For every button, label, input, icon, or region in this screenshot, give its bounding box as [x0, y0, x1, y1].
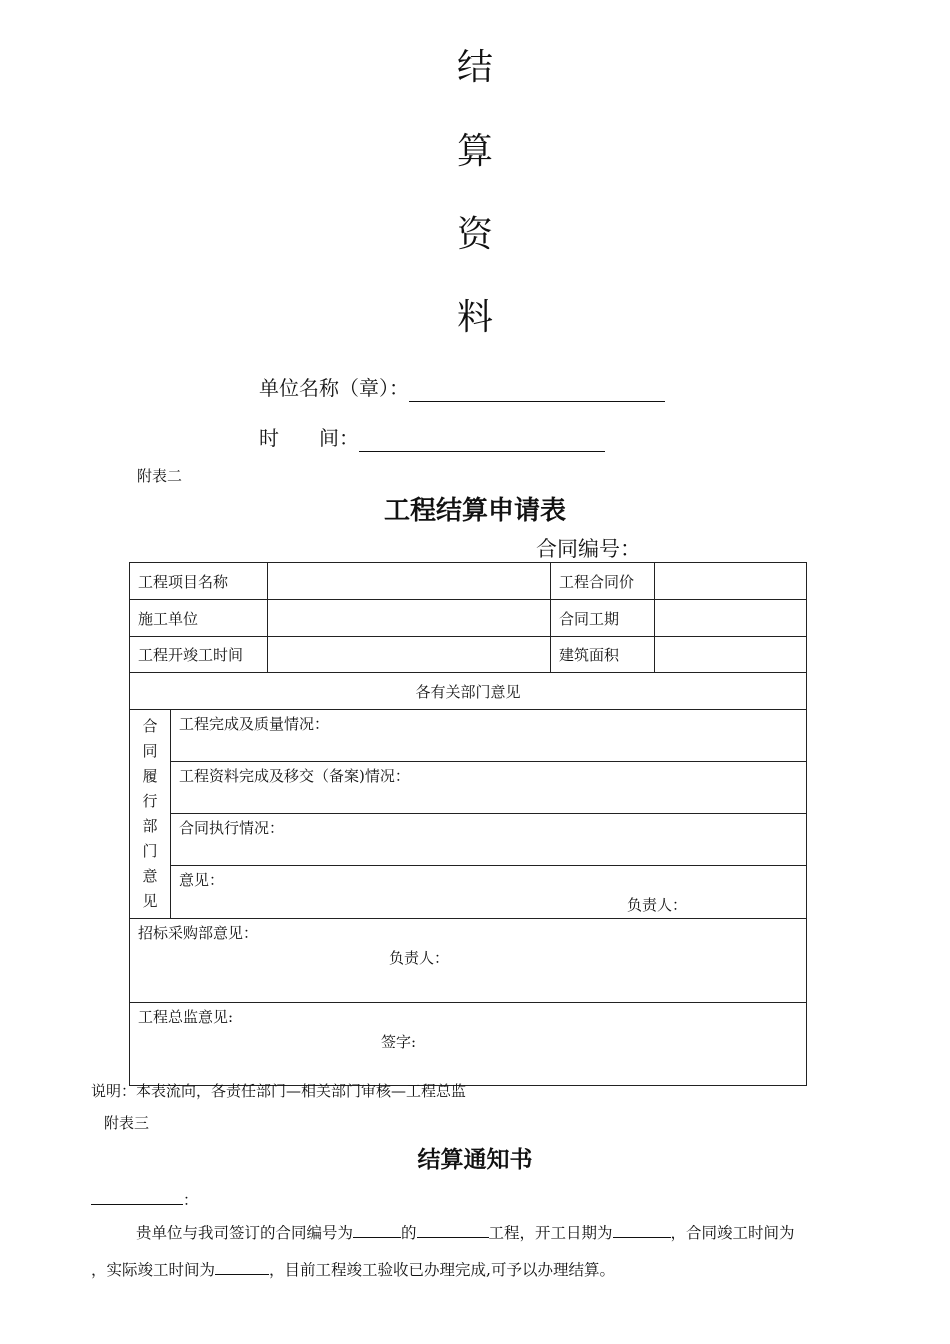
- table-row: [130, 919, 807, 1003]
- project-name-field[interactable]: [268, 563, 551, 600]
- contract-dept-opinion-field[interactable]: [171, 866, 807, 919]
- procurement-opinion-label: 招标采购部意见：: [138, 924, 259, 942]
- table-row: [130, 600, 807, 637]
- addressee-blank[interactable]: [91, 1188, 183, 1205]
- notice-text: ，实际竣工时间为: [91, 1261, 216, 1279]
- contract-price-field[interactable]: [655, 563, 807, 600]
- documents-status-field[interactable]: [171, 761, 807, 814]
- settlement-application-table: [129, 562, 807, 1086]
- supervisor-opinion-label: 工程总监意见:: [138, 1008, 234, 1026]
- table-row: [130, 673, 807, 710]
- supervisor-sign-label: 签字:: [381, 1033, 417, 1051]
- contract-dept-opinion-label: 意见：: [179, 871, 225, 890]
- dept-opinions-header: 各有关部门意见: [130, 673, 807, 710]
- procurement-opinion-field[interactable]: [130, 919, 807, 1003]
- vertical-char: 行: [142, 792, 158, 810]
- time-blank[interactable]: [359, 431, 605, 452]
- unit-name-label: 单位名称（章）：: [259, 376, 409, 400]
- building-area-field[interactable]: [655, 637, 807, 673]
- vertical-char: 部: [142, 817, 158, 835]
- supervisor-opinion-field[interactable]: [130, 1003, 807, 1086]
- vertical-char: 合: [142, 717, 158, 735]
- quality-status-label: 工程完成及质量情况：: [179, 715, 330, 733]
- contract-dept-responsible-label: 负责人：: [627, 896, 688, 915]
- notice-text: 贵单位与我司签订的合同编号为: [136, 1224, 354, 1242]
- application-form-title: 工程结算申请表: [383, 496, 566, 526]
- table-row: [130, 710, 807, 762]
- appendix-3-label: 附表三: [104, 1114, 150, 1132]
- quality-status-field[interactable]: [171, 710, 807, 762]
- vertical-char: 见: [142, 892, 158, 910]
- cover-title-char-3: 资: [456, 214, 493, 255]
- execution-status-label: 合同执行情况：: [179, 819, 285, 838]
- notice-text: ，合同竣工时间为: [670, 1224, 795, 1242]
- notice-paragraph-line-2: [91, 1258, 615, 1280]
- table-row: [130, 814, 807, 866]
- contract-period-label: 合同工期: [551, 600, 655, 637]
- contract-dept-vertical-label: [130, 710, 171, 919]
- construction-unit-label: 施工单位: [130, 600, 268, 637]
- table-row: [130, 563, 807, 600]
- project-name-blank[interactable]: [417, 1221, 489, 1238]
- time-line: [259, 424, 605, 452]
- table-row: [130, 761, 807, 814]
- table-row: [130, 866, 807, 919]
- contract-number-label: 合同编号：: [536, 537, 641, 561]
- cover-title-char-2: 算: [456, 131, 493, 172]
- time-label: 时 间：: [259, 426, 359, 450]
- documents-status-label: 工程资料完成及移交（备案)情况：: [179, 766, 410, 785]
- notice-text: 的: [401, 1224, 417, 1242]
- appendix-2-label: 附表二: [137, 467, 183, 485]
- construction-unit-field[interactable]: [268, 600, 551, 637]
- contract-price-label: 工程合同价: [551, 563, 655, 600]
- vertical-char: 意: [142, 867, 158, 885]
- start-finish-time-label: 工程开竣工时间: [130, 637, 268, 673]
- table-row: [130, 1003, 807, 1086]
- vertical-char: 同: [142, 742, 158, 760]
- vertical-char: 门: [142, 842, 158, 860]
- notice-paragraph-line-1: [136, 1221, 795, 1243]
- addressee-line: [91, 1188, 198, 1210]
- cover-title-char-4: 料: [456, 297, 493, 338]
- cover-title-char-1: 结: [456, 47, 493, 88]
- project-name-label: 工程项目名称: [130, 563, 268, 600]
- form-flow-note: 说明：本表流向，各责任部门—相关部门审核—工程总监: [91, 1082, 467, 1100]
- actual-completion-blank[interactable]: [215, 1258, 269, 1275]
- contract-period-field[interactable]: [655, 600, 807, 637]
- start-date-blank[interactable]: [613, 1221, 671, 1238]
- settlement-notice-title: 结算通知书: [417, 1147, 533, 1173]
- start-finish-time-field[interactable]: [268, 637, 551, 673]
- execution-status-field[interactable]: [171, 814, 807, 866]
- unit-name-line: [259, 374, 665, 402]
- unit-name-blank[interactable]: [409, 381, 665, 402]
- notice-text: ，目前工程竣工验收已办理完成,可予以办理结算。: [269, 1261, 615, 1279]
- table-row: [130, 637, 807, 673]
- notice-text: 工程，开工日期为: [488, 1224, 613, 1242]
- building-area-label: 建筑面积: [551, 637, 655, 673]
- addressee-suffix: ：: [183, 1191, 199, 1209]
- vertical-char: 履: [142, 767, 158, 785]
- contract-number-blank[interactable]: [353, 1221, 401, 1238]
- procurement-responsible-label: 负责人：: [389, 949, 450, 967]
